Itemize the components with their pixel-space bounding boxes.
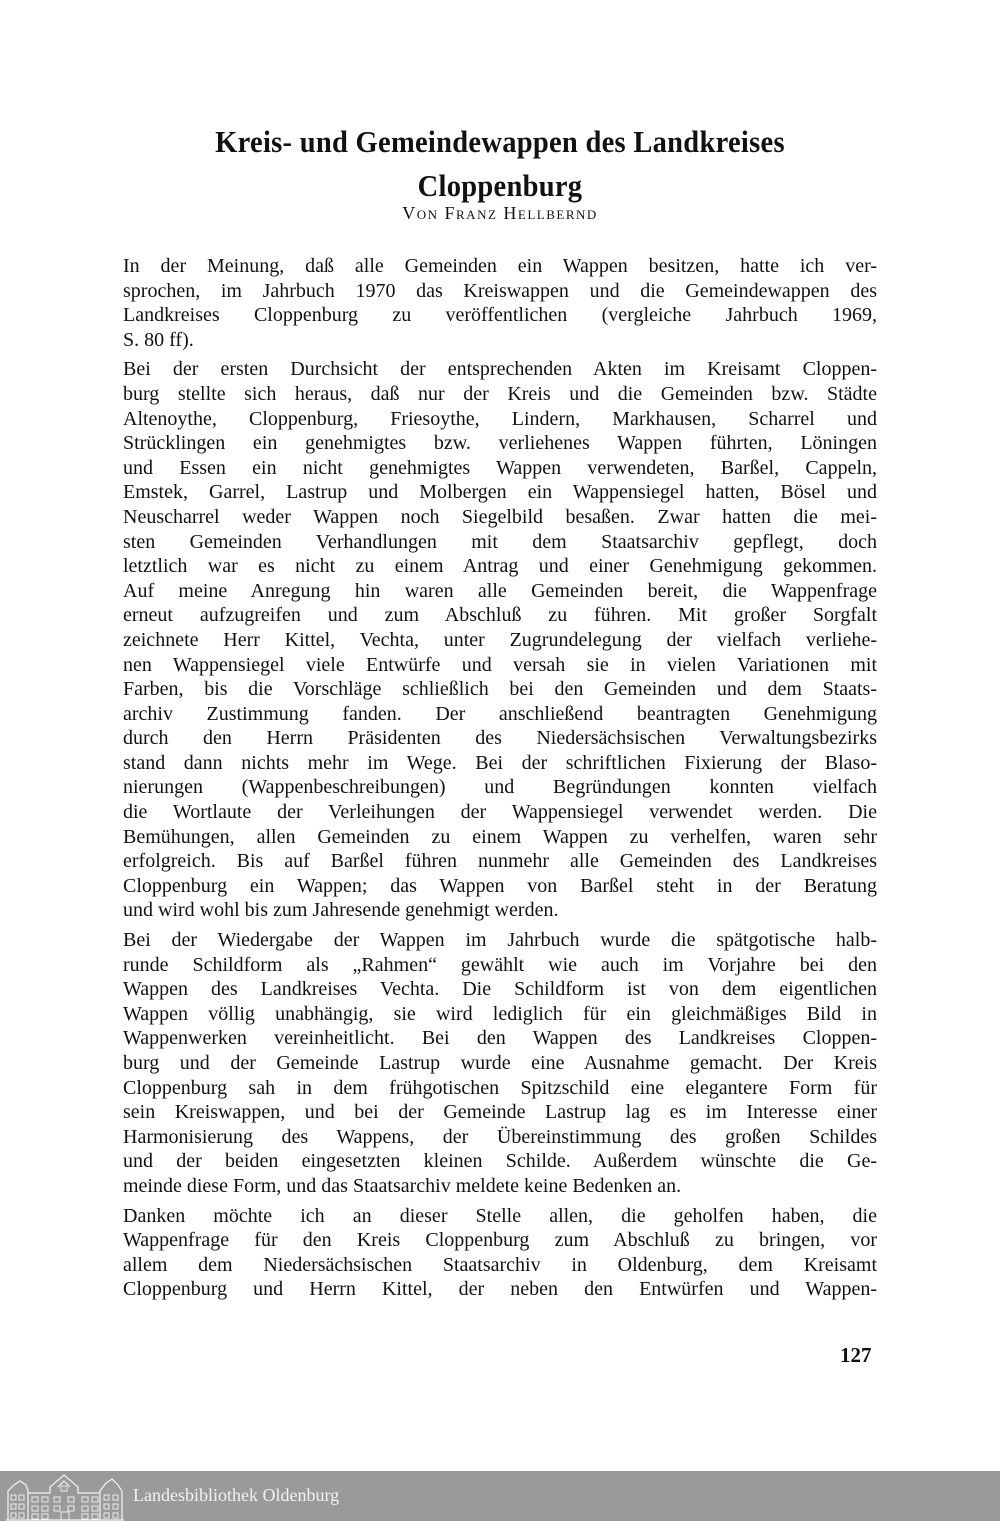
text-line: durch den Herrn Präsidenten des Niedersächsischen Verwaltungsbezirks [123,727,877,750]
text-line: und der beiden eingesetzten kleinen Schilde. Außerdem wünschte die Ge- [123,1150,877,1173]
text-line: Auf meine Anregung hin waren alle Gemeinden bereit, die Wappenfrage [123,579,877,602]
paragraph [123,254,877,352]
author-byline: Von Franz Hellbernd [402,203,598,223]
text-line: Emstek, Garrel, Lastrup und Molbergen ein Wappensiegel hatten, Bösel und [123,481,877,504]
text-line: und wird wohl bis zum Jahresende genehmigt werden. [123,899,559,922]
text-line: zeichnete Herr Kittel, Vechta, unter Zugrundelegung der vielfach verliehe- [123,628,877,651]
paragraph [123,357,877,923]
article-body [123,254,877,1307]
text-line: und Essen ein nicht genehmigtes Wappen verwendeten, Barßel, Cappeln, [123,456,877,479]
text-line: S. 80 ff). [123,328,194,351]
text-line: nen Wappensiegel viele Entwürfe und versah sie in vielen Variationen mit [123,653,877,676]
title-line-2: Cloppenburg [417,168,583,203]
text-line: sein Kreiswappen, und bei der Gemeinde Lastrup lag es im Interesse einer [123,1101,877,1124]
text-line: burg und der Gemeinde Lastrup wurde eine Ausnahme gemacht. Der Kreis [123,1052,877,1074]
library-name: Landesbibliothek Oldenburg [133,1485,340,1505]
text-line: Landkreises Cloppenburg zu veröffentlichen (vergleiche Jahrbuch 1969, [123,304,877,327]
page-number: 127 [840,1343,872,1367]
text-line: Wappenfrage für den Kreis Cloppenburg zum Abschluß zu bringen, vor [123,1229,877,1252]
text-line: allem dem Niedersächsischen Staatsarchiv in Oldenburg, dem Kreisamt [123,1253,877,1276]
text-line: sten Gemeinden Verhandlungen mit dem Staatsarchiv gepflegt, doch [123,530,877,553]
text-line: erfolgreich. Bis auf Barßel führen nunmehr alle Gemeinden des Landkreises [123,850,877,873]
paragraph [123,928,877,1199]
text-line: Altenoythe, Cloppenburg, Friesoythe, Lindern, Markhausen, Scharrel und [123,407,877,430]
text-line: nierungen (Wappenbeschreibungen) und Begründungen konnten vielfach [123,776,877,799]
text-line: Bei der Wiedergabe der Wappen im Jahrbuch wurde die spätgotische halb- [123,929,877,952]
text-line: archiv Zustimmung fanden. Der anschließend beantragten Genehmigung [123,702,877,725]
text-line: Bemühungen, allen Gemeinden zu einem Wappen zu verhelfen, waren sehr [123,825,877,848]
text-line: Bei der ersten Durchsicht der entsprechenden Akten im Kreisamt Cloppen- [123,358,877,381]
text-line: Wappen völlig unabhängig, sie wird lediglich für ein gleichmäßiges Bild in [123,1002,877,1025]
paragraph [123,1204,877,1302]
text-line: erneut aufzugreifen und zum Abschluß zu führen. Mit großer Sorgfalt [123,604,877,627]
page-title [150,120,849,208]
text-line: In der Meinung, daß alle Gemeinden ein Wappen besitzen, hatte ich ver- [123,255,877,277]
text-line: letztlich war es nicht zu einem Antrag und einer Genehmigung gekommen. [123,555,877,578]
text-line: stand dann nichts mehr im Wege. Bei der schriftlichen Fixierung der Blaso- [123,751,877,774]
text-line: burg stellte sich heraus, daß nur der Kreis und die Gemeinden bzw. Städte [123,382,877,405]
text-line: meinde diese Form, und das Staatsarchiv meldete keine Bedenken an. [123,1174,682,1197]
library-building-icon [6,1473,124,1521]
text-line: Neuscharrel weder Wappen noch Siegelbild besaßen. Zwar hatten die mei- [123,505,877,528]
text-line: Harmonisierung des Wappens, der Übereinstimmung des großen Schildes [123,1125,877,1148]
text-line: Farben, bis die Vorschläge schließlich bei den Gemeinden und dem Staats- [123,678,877,701]
text-line: Danken möchte ich an dieser Stelle allen, die geholfen haben, die [123,1204,877,1227]
text-line: Cloppenburg sah in dem frühgotischen Spitzschild eine elegantere Form für [123,1076,877,1099]
text-line: Strücklingen ein genehmigtes bzw. verliehenes Wappen führten, Löningen [123,432,877,455]
text-line: Wappenwerken vereinheitlicht. Bei den Wappen des Landkreises Cloppen- [123,1027,877,1050]
title-line-1: Kreis- und Gemeindewappen des Landkreises [215,124,785,159]
text-line: die Wortlaute der Verleihungen der Wappensiegel verwendet werden. Die [123,801,877,824]
text-line: Cloppenburg ein Wappen; das Wappen von Barßel steht in der Beratung [123,874,877,897]
text-line: Wappen des Landkreises Vechta. Die Schildform ist von dem eigentlichen [123,978,877,1001]
text-line: runde Schildform als „Rahmen“ gewählt wie auch im Vorjahre bei den [123,953,877,976]
library-banner [0,1471,1000,1521]
text-line: Cloppenburg und Herrn Kittel, der neben den Entwürfen und Wappen- [123,1278,877,1301]
text-line: sprochen, im Jahrbuch 1970 das Kreiswappen und die Gemeindewappen des [123,279,877,302]
